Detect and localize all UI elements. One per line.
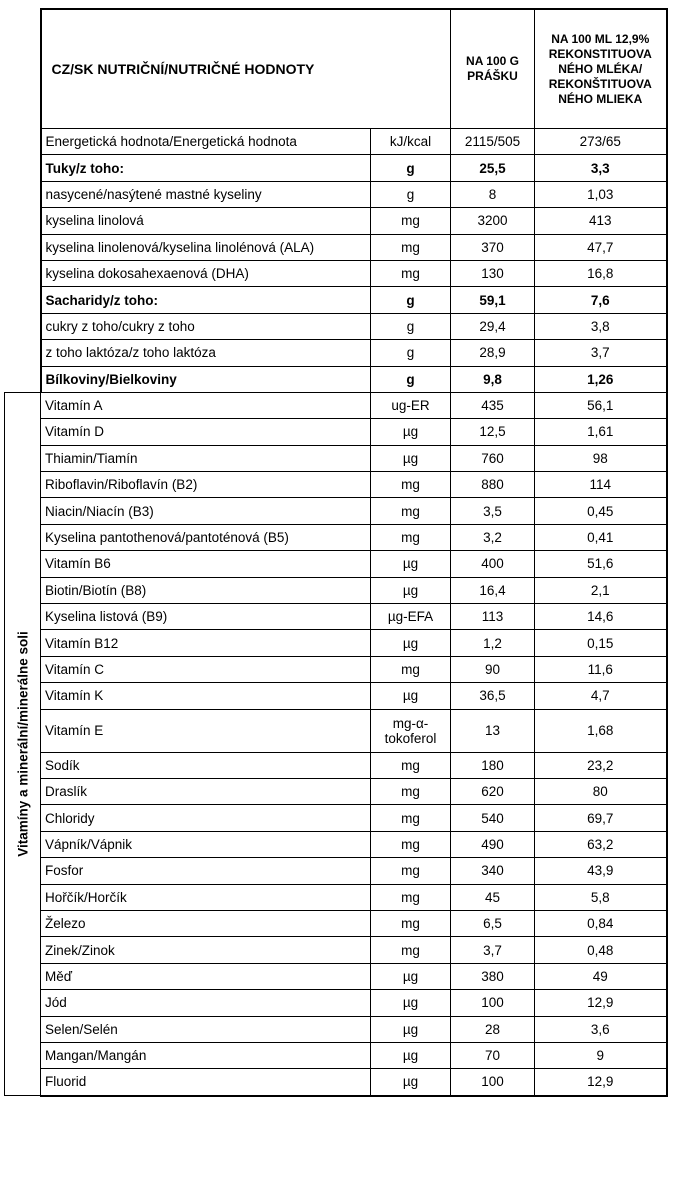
value-per-100g: 3,7 bbox=[451, 937, 535, 963]
nutrient-unit: mg bbox=[371, 937, 451, 963]
value-per-100g: 90 bbox=[451, 656, 535, 682]
row-spacer bbox=[5, 287, 41, 313]
row-spacer bbox=[5, 313, 41, 339]
table-row bbox=[5, 392, 667, 418]
value-per-100ml: 63,2 bbox=[535, 831, 667, 857]
nutrient-unit: µg bbox=[371, 683, 451, 709]
table-row bbox=[5, 990, 667, 1016]
value-per-100ml: 1,03 bbox=[535, 181, 667, 207]
value-per-100g: 16,4 bbox=[451, 577, 535, 603]
value-per-100g: 45 bbox=[451, 884, 535, 910]
value-per-100ml: 5,8 bbox=[535, 884, 667, 910]
value-per-100g: 435 bbox=[451, 392, 535, 418]
row-spacer bbox=[5, 208, 41, 234]
row-spacer bbox=[5, 366, 41, 392]
value-per-100ml: 14,6 bbox=[535, 604, 667, 630]
nutrient-name: Vitamín C bbox=[41, 656, 371, 682]
value-per-100ml: 0,48 bbox=[535, 937, 667, 963]
row-spacer bbox=[5, 181, 41, 207]
value-per-100g: 340 bbox=[451, 858, 535, 884]
value-per-100g: 760 bbox=[451, 445, 535, 471]
value-per-100g: 180 bbox=[451, 752, 535, 778]
nutrient-unit: µg bbox=[371, 419, 451, 445]
row-spacer bbox=[5, 234, 41, 260]
value-per-100ml: 7,6 bbox=[535, 287, 667, 313]
value-per-100g: 113 bbox=[451, 604, 535, 630]
value-per-100g: 880 bbox=[451, 472, 535, 498]
table-row bbox=[5, 260, 667, 286]
nutrient-unit: µg bbox=[371, 551, 451, 577]
nutrient-unit: µg bbox=[371, 630, 451, 656]
table-row bbox=[5, 630, 667, 656]
nutrient-unit: µg bbox=[371, 445, 451, 471]
table-row bbox=[5, 656, 667, 682]
table-row bbox=[5, 366, 667, 392]
nutrient-name: Selen/Selén bbox=[41, 1016, 371, 1042]
value-per-100ml: 3,7 bbox=[535, 340, 667, 366]
nutrient-unit: g bbox=[371, 313, 451, 339]
nutrient-unit: kJ/kcal bbox=[371, 129, 451, 155]
nutrient-name: Kyselina pantothenová/pantoténová (B5) bbox=[41, 524, 371, 550]
value-per-100ml: 69,7 bbox=[535, 805, 667, 831]
nutrient-name: Fosfor bbox=[41, 858, 371, 884]
nutrient-unit: mg bbox=[371, 910, 451, 936]
table-row bbox=[5, 524, 667, 550]
value-per-100ml: 49 bbox=[535, 963, 667, 989]
nutrient-unit: mg bbox=[371, 656, 451, 682]
table-row bbox=[5, 858, 667, 884]
table-row bbox=[5, 287, 667, 313]
table-row bbox=[5, 551, 667, 577]
nutrient-unit: g bbox=[371, 340, 451, 366]
value-per-100ml: 1,61 bbox=[535, 419, 667, 445]
row-spacer bbox=[5, 129, 41, 155]
nutrient-unit: µg bbox=[371, 1069, 451, 1096]
value-per-100g: 28,9 bbox=[451, 340, 535, 366]
table-row bbox=[5, 472, 667, 498]
value-per-100g: 25,5 bbox=[451, 155, 535, 181]
nutrient-name: Zinek/Zinok bbox=[41, 937, 371, 963]
table-row bbox=[5, 234, 667, 260]
value-per-100g: 9,8 bbox=[451, 366, 535, 392]
column-header-per-100g: NA 100 G PRÁŠKU bbox=[451, 9, 535, 129]
nutrient-unit: g bbox=[371, 155, 451, 181]
nutrition-table bbox=[4, 8, 668, 1097]
nutrient-name: nasycené/nasýtené mastné kyseliny bbox=[41, 181, 371, 207]
value-per-100g: 1,2 bbox=[451, 630, 535, 656]
table-row bbox=[5, 208, 667, 234]
table-row bbox=[5, 884, 667, 910]
nutrient-name: Vitamín B12 bbox=[41, 630, 371, 656]
value-per-100g: 130 bbox=[451, 260, 535, 286]
value-per-100g: 620 bbox=[451, 778, 535, 804]
value-per-100g: 490 bbox=[451, 831, 535, 857]
table-row bbox=[5, 1069, 667, 1096]
nutrient-name: Tuky/z toho: bbox=[41, 155, 371, 181]
value-per-100ml: 3,8 bbox=[535, 313, 667, 339]
value-per-100ml: 0,45 bbox=[535, 498, 667, 524]
nutrient-name: kyselina linolová bbox=[41, 208, 371, 234]
value-per-100ml: 43,9 bbox=[535, 858, 667, 884]
value-per-100g: 36,5 bbox=[451, 683, 535, 709]
nutrient-name: Draslík bbox=[41, 778, 371, 804]
value-per-100ml: 11,6 bbox=[535, 656, 667, 682]
nutrient-name: kyselina linolenová/kyselina linolénová (ALA) bbox=[41, 234, 371, 260]
value-per-100g: 100 bbox=[451, 990, 535, 1016]
nutrient-unit: µg bbox=[371, 990, 451, 1016]
row-spacer bbox=[5, 260, 41, 286]
value-per-100g: 13 bbox=[451, 709, 535, 752]
nutrient-unit: mg bbox=[371, 498, 451, 524]
value-per-100ml: 12,9 bbox=[535, 990, 667, 1016]
nutrient-unit: mg bbox=[371, 831, 451, 857]
value-per-100g: 6,5 bbox=[451, 910, 535, 936]
value-per-100ml: 1,68 bbox=[535, 709, 667, 752]
nutrient-unit: mg bbox=[371, 805, 451, 831]
table-title: CZ/SK NUTRIČNÍ/NUTRIČNÉ HODNOTY bbox=[41, 9, 451, 129]
nutrient-unit: mg bbox=[371, 524, 451, 550]
nutrient-name: Železo bbox=[41, 910, 371, 936]
nutrient-unit: µg bbox=[371, 577, 451, 603]
value-per-100g: 540 bbox=[451, 805, 535, 831]
nutrient-unit: mg bbox=[371, 884, 451, 910]
value-per-100g: 2115/505 bbox=[451, 129, 535, 155]
nutrient-unit: mg bbox=[371, 472, 451, 498]
table-row bbox=[5, 910, 667, 936]
nutrient-name: Sacharidy/z toho: bbox=[41, 287, 371, 313]
value-per-100ml: 3,6 bbox=[535, 1016, 667, 1042]
table-row bbox=[5, 778, 667, 804]
value-per-100g: 380 bbox=[451, 963, 535, 989]
table-row bbox=[5, 577, 667, 603]
value-per-100ml: 56,1 bbox=[535, 392, 667, 418]
value-per-100ml: 0,41 bbox=[535, 524, 667, 550]
nutrient-unit: µg bbox=[371, 1016, 451, 1042]
value-per-100ml: 23,2 bbox=[535, 752, 667, 778]
value-per-100g: 29,4 bbox=[451, 313, 535, 339]
table-header-row bbox=[5, 9, 667, 129]
value-per-100ml: 0,84 bbox=[535, 910, 667, 936]
nutrient-name: z toho laktóza/z toho laktóza bbox=[41, 340, 371, 366]
value-per-100ml: 47,7 bbox=[535, 234, 667, 260]
side-section-label-cell bbox=[5, 392, 41, 1095]
column-header-per-100ml: NA 100 ML 12,9% REKONSTITUOVA NÉHO MLÉKA/ REKONŠTITUOVA NÉHO MLIEKA bbox=[535, 9, 667, 129]
table-row bbox=[5, 683, 667, 709]
value-per-100ml: 9 bbox=[535, 1042, 667, 1068]
nutrient-name: Vitamín A bbox=[41, 392, 371, 418]
value-per-100ml: 98 bbox=[535, 445, 667, 471]
nutrient-name: Chloridy bbox=[41, 805, 371, 831]
value-per-100ml: 12,9 bbox=[535, 1069, 667, 1096]
table-row bbox=[5, 963, 667, 989]
nutrient-name: Thiamin/Tiamín bbox=[41, 445, 371, 471]
value-per-100ml: 413 bbox=[535, 208, 667, 234]
value-per-100g: 3,2 bbox=[451, 524, 535, 550]
nutrient-name: Energetická hodnota/Energetická hodnota bbox=[41, 129, 371, 155]
value-per-100ml: 273/65 bbox=[535, 129, 667, 155]
nutrient-unit: µg-EFA bbox=[371, 604, 451, 630]
nutrient-unit: µg bbox=[371, 1042, 451, 1068]
nutrient-unit: g bbox=[371, 181, 451, 207]
table-row bbox=[5, 181, 667, 207]
nutrient-unit: mg bbox=[371, 778, 451, 804]
table-row bbox=[5, 831, 667, 857]
value-per-100ml: 3,3 bbox=[535, 155, 667, 181]
nutrient-unit: mg bbox=[371, 858, 451, 884]
nutrient-unit: mg bbox=[371, 234, 451, 260]
nutrient-unit: µg bbox=[371, 963, 451, 989]
header-spacer bbox=[5, 9, 41, 129]
table-row bbox=[5, 604, 667, 630]
value-per-100g: 59,1 bbox=[451, 287, 535, 313]
table-row bbox=[5, 805, 667, 831]
nutrient-unit: ug-ER bbox=[371, 392, 451, 418]
value-per-100g: 12,5 bbox=[451, 419, 535, 445]
value-per-100g: 400 bbox=[451, 551, 535, 577]
nutrient-name: Vitamín K bbox=[41, 683, 371, 709]
value-per-100ml: 0,15 bbox=[535, 630, 667, 656]
nutrient-name: cukry z toho/cukry z toho bbox=[41, 313, 371, 339]
side-section-label: Vitamíny a minerální/minerálne soli bbox=[15, 631, 30, 857]
table-row bbox=[5, 129, 667, 155]
nutrient-name: Mangan/Mangán bbox=[41, 1042, 371, 1068]
value-per-100ml: 16,8 bbox=[535, 260, 667, 286]
nutrient-name: Riboflavin/Riboflavín (B2) bbox=[41, 472, 371, 498]
nutrient-name: Vitamín D bbox=[41, 419, 371, 445]
nutrient-unit: mg-α-tokoferol bbox=[371, 709, 451, 752]
value-per-100g: 370 bbox=[451, 234, 535, 260]
nutrient-name: Sodík bbox=[41, 752, 371, 778]
table-row bbox=[5, 498, 667, 524]
nutrient-name: Měď bbox=[41, 963, 371, 989]
nutrient-name: Bílkoviny/Bielkoviny bbox=[41, 366, 371, 392]
table-row bbox=[5, 313, 667, 339]
value-per-100g: 3,5 bbox=[451, 498, 535, 524]
table-row bbox=[5, 709, 667, 752]
table-row bbox=[5, 419, 667, 445]
row-spacer bbox=[5, 155, 41, 181]
nutrient-unit: g bbox=[371, 287, 451, 313]
value-per-100g: 70 bbox=[451, 1042, 535, 1068]
table-row bbox=[5, 445, 667, 471]
nutrient-unit: mg bbox=[371, 208, 451, 234]
nutrient-name: kyselina dokosahexaenová (DHA) bbox=[41, 260, 371, 286]
value-per-100ml: 114 bbox=[535, 472, 667, 498]
table-row bbox=[5, 1042, 667, 1068]
nutrient-name: Vitamín E bbox=[41, 709, 371, 752]
table-row bbox=[5, 1016, 667, 1042]
nutrient-name: Vitamín B6 bbox=[41, 551, 371, 577]
value-per-100ml: 4,7 bbox=[535, 683, 667, 709]
value-per-100ml: 2,1 bbox=[535, 577, 667, 603]
table-row bbox=[5, 155, 667, 181]
value-per-100ml: 80 bbox=[535, 778, 667, 804]
table-row bbox=[5, 340, 667, 366]
value-per-100g: 8 bbox=[451, 181, 535, 207]
nutrient-name: Hořčík/Horčík bbox=[41, 884, 371, 910]
nutrient-name: Kyselina listová (B9) bbox=[41, 604, 371, 630]
row-spacer bbox=[5, 340, 41, 366]
nutrient-unit: mg bbox=[371, 752, 451, 778]
value-per-100g: 100 bbox=[451, 1069, 535, 1096]
value-per-100ml: 51,6 bbox=[535, 551, 667, 577]
nutrient-name: Fluorid bbox=[41, 1069, 371, 1096]
value-per-100g: 3200 bbox=[451, 208, 535, 234]
table-row bbox=[5, 752, 667, 778]
nutrient-name: Jód bbox=[41, 990, 371, 1016]
table-row bbox=[5, 937, 667, 963]
nutrient-unit: g bbox=[371, 366, 451, 392]
value-per-100ml: 1,26 bbox=[535, 366, 667, 392]
value-per-100g: 28 bbox=[451, 1016, 535, 1042]
nutrient-name: Vápník/Vápnik bbox=[41, 831, 371, 857]
nutrient-name: Niacin/Niacín (B3) bbox=[41, 498, 371, 524]
nutrient-name: Biotin/Biotín (B8) bbox=[41, 577, 371, 603]
nutrient-unit: mg bbox=[371, 260, 451, 286]
